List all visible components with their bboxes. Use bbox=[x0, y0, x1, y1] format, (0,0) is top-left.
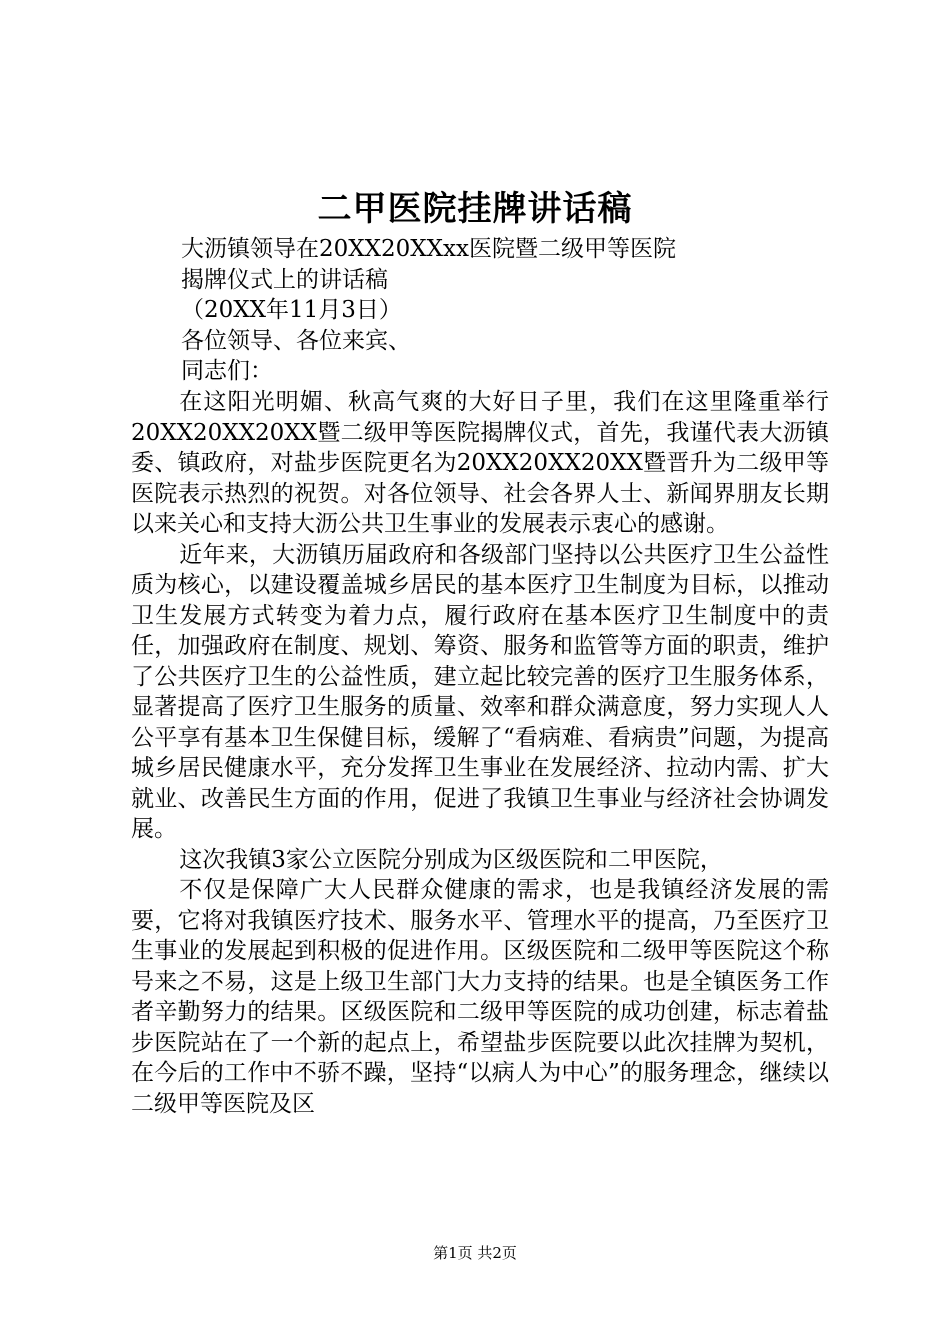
speech-date: （20XX年11月3日） bbox=[181, 297, 402, 323]
body-paragraph-1: 在这阳光明媚、秋高气爽的大好日子里，我们在这里隆重举行20XX20XX20XX暨二级甲等医院揭牌仪式，首先，我谨代表大沥镇委、镇政府，对盐步医院更名为20XX20XX20XX暨晋升为二级甲等医院表示热烈的祝贺。对各位领导、社会各界人士、新闻界朋友长期以来关心和支持大沥公共卫生事业的发展表示衷心的感谢。 bbox=[131, 389, 829, 537]
body-paragraph-4: 不仅是保障广大人民群众健康的需求，也是我镇经济发展的需要，它将对我镇医疗技术、服务水平、管理水平的提高，乃至医疗卫生事业的发展起到积极的促进作用。区级医院和二级甲等医院这个称号来之不易，这是上级卫生部门大力支持的结果。也是全镇医务工作者辛勤努力的结果。区级医院和二级甲等医院的成功创建，标志着盐步医院站在了一个新的起点上，希望盐步医院要以此次挂牌为契机，在今后的工作中不骄不躁，坚持“以病人为中心”的服务理念，继续以二级甲等医院及区 bbox=[131, 877, 829, 1117]
salutation-line-1: 各位领导、各位来宾、 bbox=[181, 327, 411, 354]
body-paragraph-2: 近年来，大沥镇历届政府和各级部门坚持以公共医疗卫生公益性质为核心，以建设覆盖城乡居民的基本医疗卫生制度为目标，以推动卫生发展方式转变为着力点，履行政府在基本医疗卫生制度中的责任，加强政府在制度、规划、筹资、服务和监管等方面的职责，维护了公共医疗卫生的公益性质，建立起比较完善的医疗卫生服务体系，显著提高了医疗卫生服务的质量、效率和群众满意度，努力实现人人公平享有基本卫生保健目标，缓解了“看病难、看病贵”问题，为提高城乡居民健康水平，充分发挥卫生事业在发展经济、拉动内需、扩大就业、改善民生方面的作用，促进了我镇卫生事业与经济社会协调发展。 bbox=[131, 541, 829, 842]
body-paragraph-3: 这次我镇3家公立医院分别成为区级医院和二甲医院， bbox=[179, 846, 723, 873]
page-number-footer: 第1页 共2页 bbox=[433, 1244, 517, 1262]
speech-heading-line-1: 大沥镇领导在20XX20XXxx医院暨二级甲等医院 bbox=[181, 236, 676, 262]
salutation-line-2: 同志们： bbox=[181, 358, 273, 384]
document-title: 二甲医院挂牌讲话稿 bbox=[317, 189, 633, 229]
speech-heading-line-2: 揭牌仪式上的讲话稿 bbox=[181, 266, 388, 293]
speech-header bbox=[181, 234, 841, 387]
speech-body bbox=[131, 387, 829, 1119]
